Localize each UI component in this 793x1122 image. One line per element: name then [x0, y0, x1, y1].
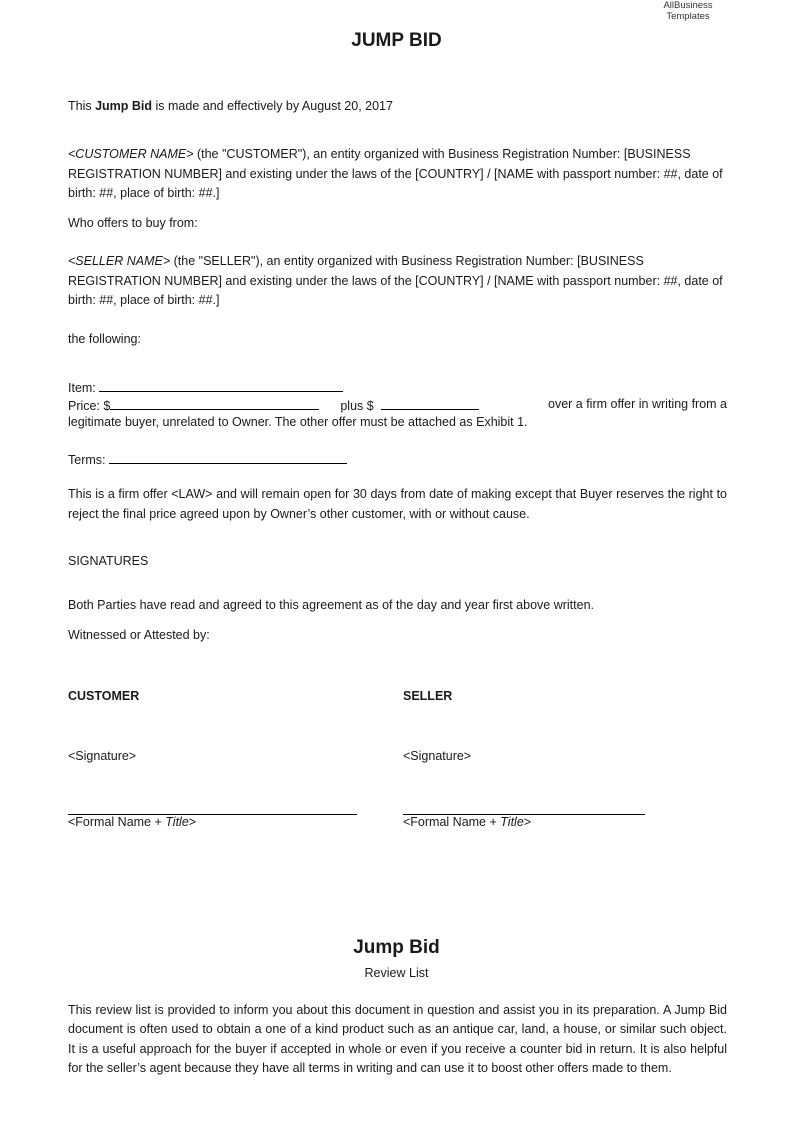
intro-bold: Jump Bid — [95, 99, 153, 113]
price-line-2: legitimate buyer, unrelated to Owner. The other offer must be attached as Exhibit 1. — [68, 415, 528, 429]
price-rest: over a firm offer in writing from a — [548, 397, 727, 411]
signatures-heading: SIGNATURES — [68, 554, 149, 568]
seller-paragraph — [68, 252, 727, 311]
price-line — [68, 396, 727, 415]
agreed-text: Both Parties have read and agreed to this agreement as of the day and year first above written. — [68, 598, 595, 612]
item-label: Item: — [68, 381, 96, 395]
seller-name-placeholder: <SELLER NAME> — [68, 254, 171, 268]
review-subtitle: Review List — [364, 966, 429, 980]
terms-blank — [109, 450, 347, 464]
review-body: This review list is provided to inform you about this document in question and assist you in its preparation. A Jump Bid document is often used to obtain a one of a kind product such as an antique car, land, a house, or similar such object. It is a useful approach for the buyer if accepted in whole or even if you receive a counter bid in return. It is also helpful for the seller’s agent because they have all terms in writing and can use it to boost other offers made to them. — [68, 1003, 727, 1075]
price-blank — [110, 396, 319, 410]
brand-line-2: Templates — [666, 11, 710, 22]
terms-line — [68, 450, 727, 469]
customer-formal-suffix: > — [188, 815, 197, 829]
seller-formal-prefix: <Formal Name + — [403, 815, 501, 829]
brand-logo-text — [658, 0, 718, 22]
customer-signature-placeholder: <Signature> — [68, 749, 137, 763]
customer-paragraph-text: (the "CUSTOMER"), an entity organized with Business Registration Number: [BUSINESS REGISTRATION NUMBER] and existing under the laws of the [COUNTRY] / [NAME with passport number: ##, date of birth: ##, place of birth: ##.] — [68, 147, 723, 200]
brand-line-1: AllBusiness — [663, 0, 713, 11]
price-label: Price: $ — [68, 399, 111, 413]
customer-name-placeholder: <CUSTOMER NAME> — [68, 147, 194, 161]
customer-formal-title: Title — [165, 815, 189, 829]
review-title: Jump Bid — [353, 937, 440, 958]
intro-line — [68, 97, 727, 117]
offers-text: Who offers to buy from: — [68, 216, 198, 230]
plus-blank — [381, 396, 479, 410]
customer-paragraph — [68, 145, 727, 204]
intro-suffix: is made and effectively by August 20, 2017 — [152, 99, 393, 113]
seller-signature-placeholder: <Signature> — [403, 749, 472, 763]
following-text: the following: — [68, 332, 141, 346]
plus-label: plus $ — [340, 399, 374, 413]
seller-formal-name — [403, 815, 531, 829]
item-blank — [99, 378, 343, 392]
customer-formal-name — [68, 815, 196, 829]
seller-paragraph-text: (the "SELLER"), an entity organized with Business Registration Number: [BUSINESS REGISTRATION NUMBER] and existing under the laws of the [COUNTRY] / [NAME with passport number: ##, date of birth: ##, place of birth: ##.] — [68, 254, 723, 307]
seller-formal-suffix: > — [523, 815, 532, 829]
seller-formal-title: Title — [500, 815, 524, 829]
document-title: JUMP BID — [351, 30, 442, 51]
terms-label: Terms: — [68, 453, 106, 467]
customer-heading: CUSTOMER — [68, 689, 140, 703]
witnessed-text: Witnessed or Attested by: — [68, 628, 210, 642]
seller-heading: SELLER — [403, 689, 453, 703]
firm-offer-paragraph: This is a firm offer <LAW> and will remain open for 30 days from date of making except that Buyer reserves the right to reject the final price agreed upon by Owner’s other customer, with or without cause. — [68, 487, 727, 521]
item-line — [68, 378, 727, 397]
intro-prefix: This — [68, 99, 96, 113]
customer-formal-prefix: <Formal Name + — [68, 815, 166, 829]
